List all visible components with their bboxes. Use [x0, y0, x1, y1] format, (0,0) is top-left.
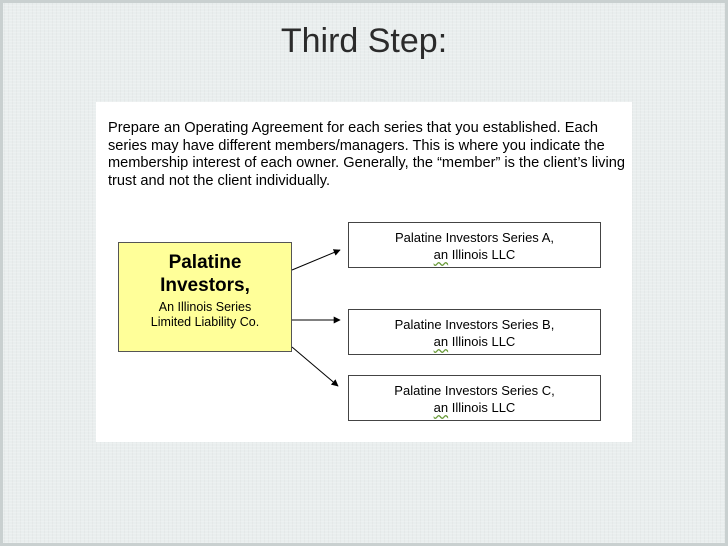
series-an: an — [433, 400, 449, 415]
entity-name-line2: Investors, — [160, 275, 250, 296]
series-sub — [349, 333, 600, 350]
series-rest: Illinois LLC — [448, 334, 516, 349]
series-name: Palatine Investors Series A, — [395, 230, 554, 245]
series-a-box — [348, 222, 601, 268]
entity-desc-line2: Limited Liability Co. — [150, 315, 260, 329]
intro-paragraph: Prepare an Operating Agreement for each series that you established. Each series may have different members/managers. This is where you indicate the membership interest of each owner. Generally, the “member” is the client’s living trust and not the client individually. — [108, 120, 625, 189]
parent-entity-box — [118, 242, 292, 352]
series-an: an — [433, 334, 449, 349]
arrow-to-series-a — [292, 250, 340, 270]
series-c-box — [348, 375, 601, 421]
content-panel — [96, 102, 632, 442]
series-sub — [349, 246, 600, 263]
series-name: Palatine Investors Series C, — [394, 383, 555, 398]
series-an: an — [433, 247, 449, 262]
entity-desc-line1: An Illinois Series — [158, 300, 252, 314]
series-b-box — [348, 309, 601, 355]
entity-name-line1: Palatine — [168, 252, 242, 273]
series-sub — [349, 399, 600, 416]
series-rest: Illinois LLC — [448, 400, 516, 415]
series-name: Palatine Investors Series B, — [394, 317, 555, 332]
series-rest: Illinois LLC — [448, 247, 516, 262]
slide-title: Third Step: — [280, 22, 448, 60]
arrow-to-series-c — [292, 347, 338, 386]
